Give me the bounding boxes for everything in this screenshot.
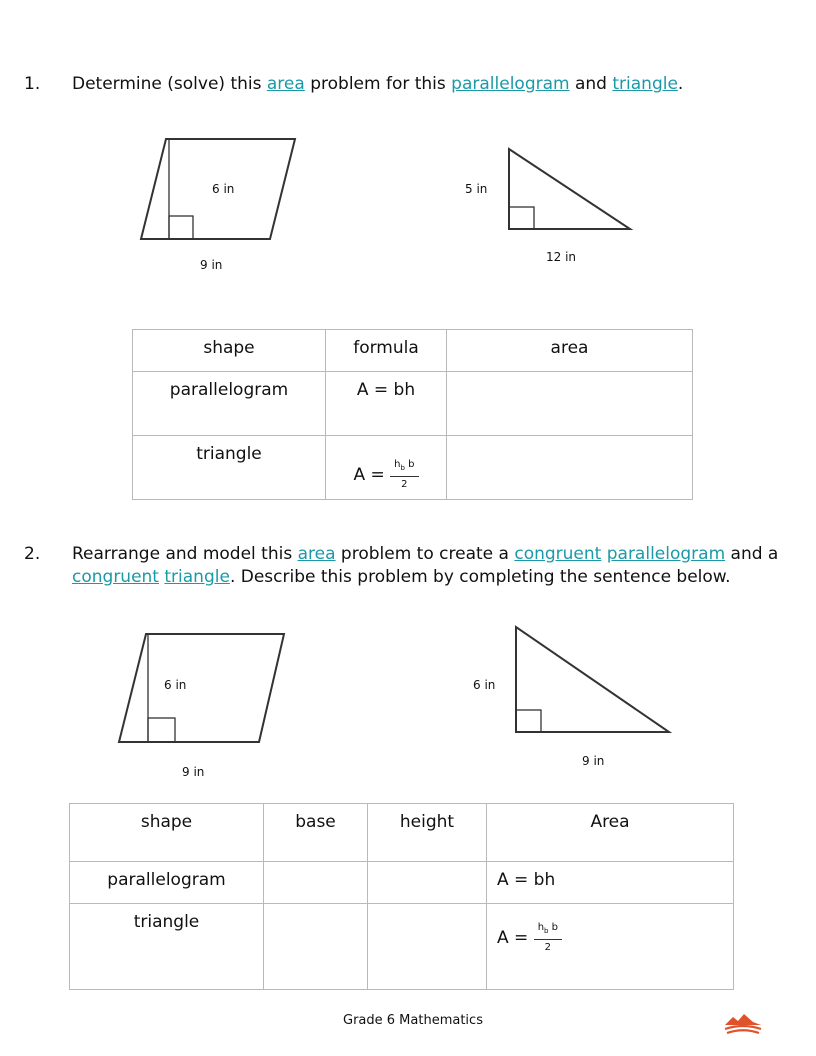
cell-shape: parallelogram [133,372,326,436]
cell-area-formula [487,904,734,990]
header-formula: formula [326,330,447,372]
page-footer: Grade 6 Mathematics [343,1013,483,1028]
question-number: 2. [24,544,41,564]
header-shape: shape [70,804,264,862]
triangle-base-label: 12 in [546,250,577,264]
fraction: $\frac{h_b b}{2}$ [390,459,418,491]
parallelogram-height-label: 6 in [164,678,187,692]
triangle-height-label: 6 in [473,678,496,692]
triangle-base-label: 9 in [582,754,605,768]
cell-height-answer[interactable] [368,904,487,990]
link-area[interactable]: area [297,544,336,564]
cell-shape: parallelogram [70,862,264,904]
formula-prefix: A = [497,928,529,948]
mountain-logo-icon [723,1012,763,1040]
cell-formula: A = bh [326,372,447,436]
table-row [70,862,734,904]
parallelogram-height-label: 6 in [212,182,235,196]
parallelogram-base-label: 9 in [182,765,205,779]
cell-area-formula: A = bh [487,862,734,904]
table-2 [69,803,734,990]
header-height: height [368,804,487,862]
fraction: $\frac{h_b b}{2}$ [534,922,562,954]
link-congruent[interactable]: congruent [72,567,159,587]
header-area: Area [487,804,734,862]
cell-shape: triangle [70,904,264,990]
cell-shape: triangle [133,436,326,500]
question-number: 1. [24,74,41,94]
link-congruent[interactable]: congruent [514,544,602,564]
link-parallelogram[interactable]: parallelogram [451,74,570,94]
header-shape: shape [133,330,326,372]
link-triangle[interactable]: triangle [612,74,678,94]
link-area[interactable]: area [266,74,305,94]
link-triangle[interactable]: triangle [164,567,230,587]
parallelogram-base-label: 9 in [200,258,223,272]
triangle-shape [516,627,669,732]
header-area: area [447,330,693,372]
cell-base-answer[interactable] [264,862,368,904]
header-base: base [264,804,368,862]
formula-prefix: A = [353,465,385,485]
table-header-row [70,804,734,862]
link-parallelogram[interactable]: parallelogram [606,544,726,564]
table-row [70,904,734,990]
parallelogram-shape [119,634,284,742]
question-text: Rearrange and model this area problem to create a congruent parallelogram and a congruent triangle. Describe this problem by completing the sentence below. [72,544,779,587]
question-text: Determine (solve) this area problem for this parallelogram and triangle. [72,74,684,94]
cell-base-answer[interactable] [264,904,368,990]
triangle-height-label: 5 in [465,182,488,196]
cell-height-answer[interactable] [368,862,487,904]
